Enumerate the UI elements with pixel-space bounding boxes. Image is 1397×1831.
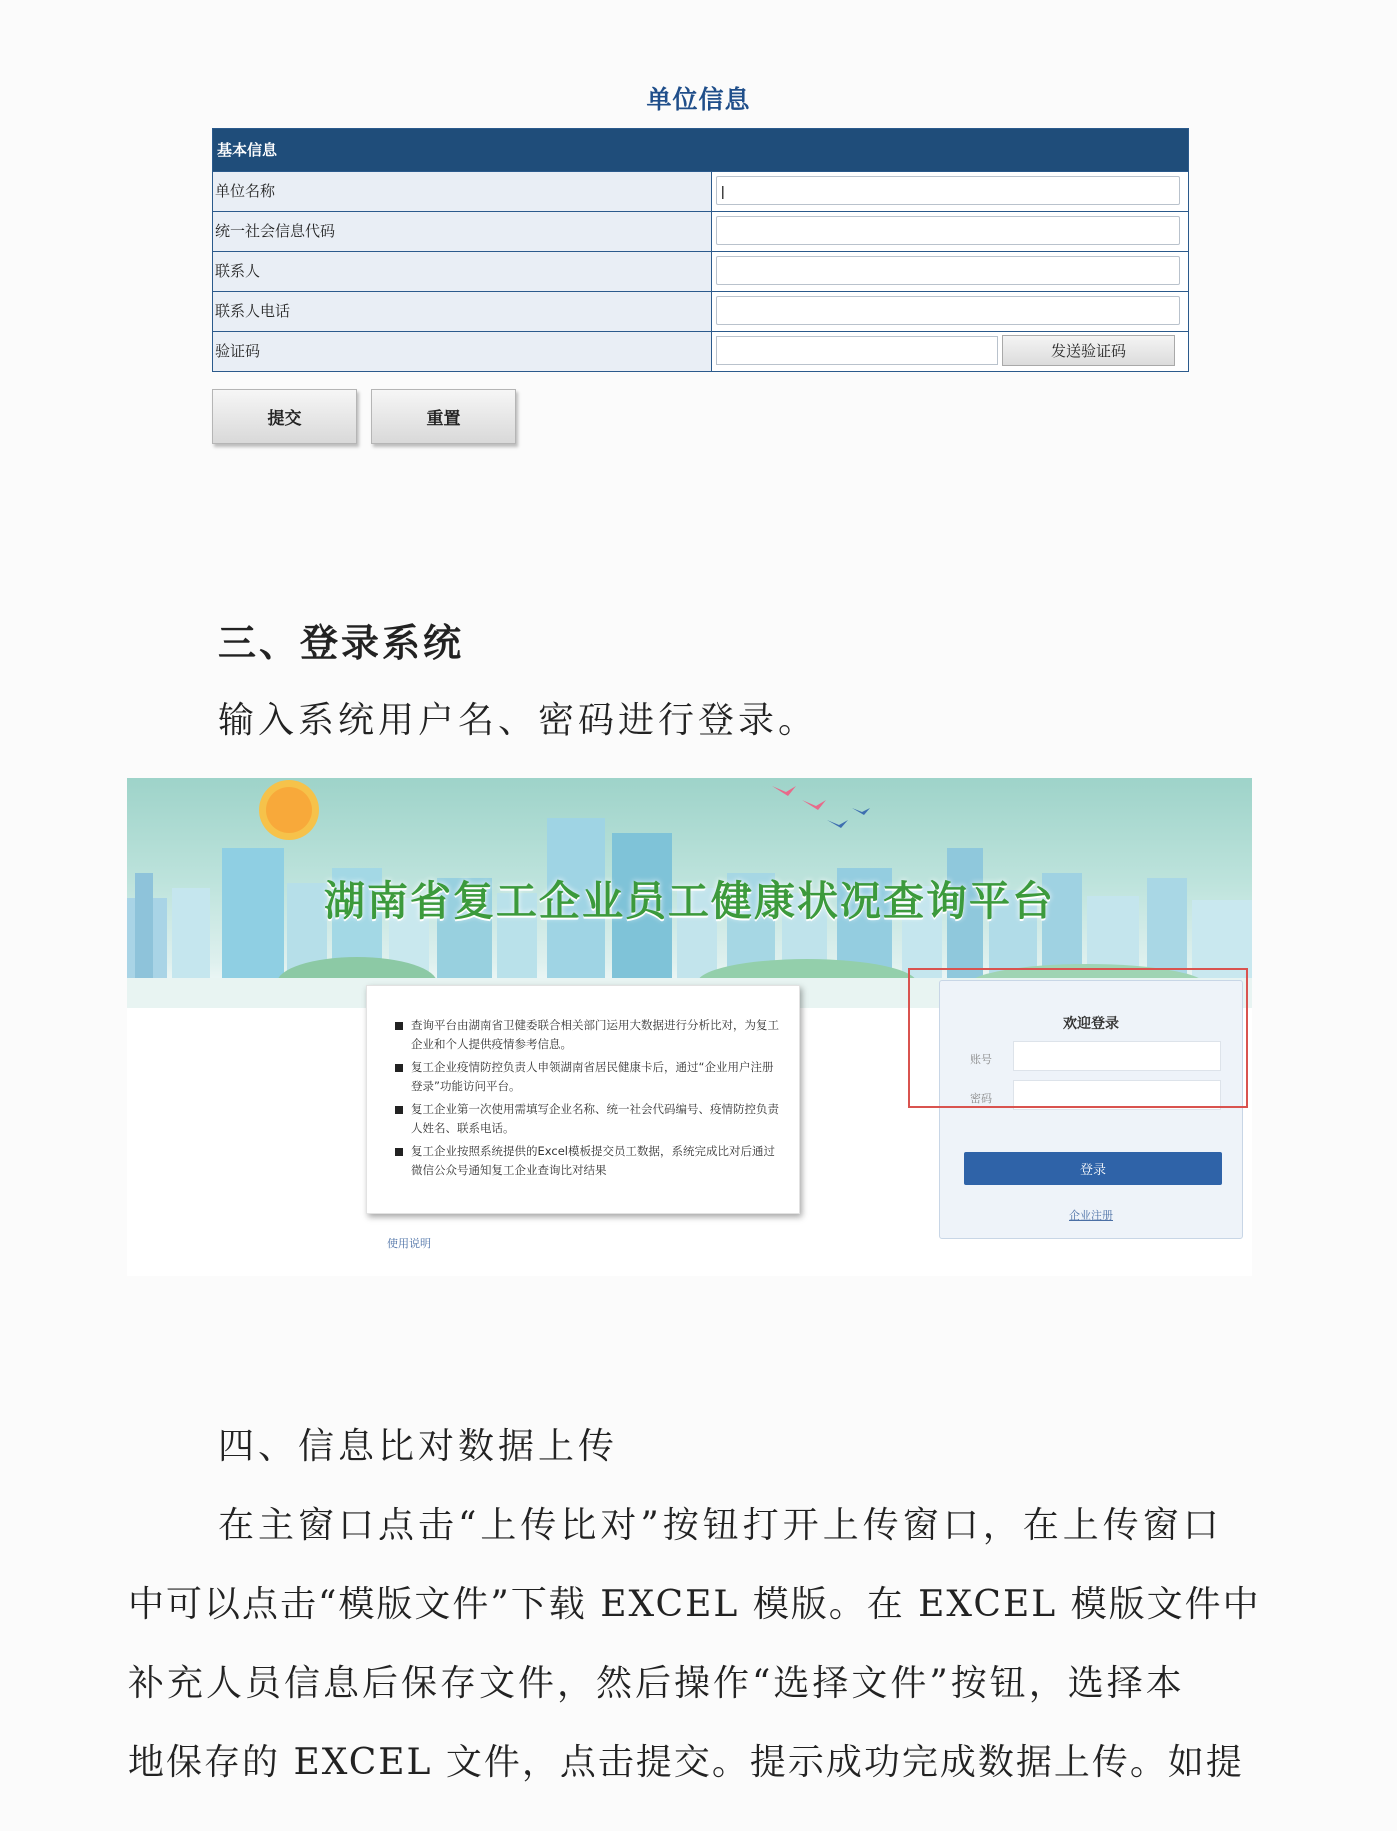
info-item: 复工企业第一次使用需填写企业名称、统一社会代码编号、疫情防控负责人姓名、联系电话。 <box>395 1100 779 1138</box>
submit-button[interactable]: 提交 <box>212 389 357 444</box>
section-heading-upload: 四、信息比对数据上传 <box>218 1426 619 1467</box>
unit-name-input[interactable] <box>716 176 1180 205</box>
contact-label: 联系人 <box>213 252 712 291</box>
verify-code-label: 验证码 <box>213 332 712 371</box>
login-button[interactable]: 登录 <box>964 1152 1222 1185</box>
info-item: 查询平台由湖南省卫健委联合相关部门运用大数据进行分析比对，为复工企业和个人提供疫情参考信息。 <box>395 1016 779 1054</box>
form-row-credit-code <box>213 211 1188 251</box>
paragraph-login: 输入系统用户名、密码进行登录。 <box>218 700 819 741</box>
contact-input[interactable] <box>716 256 1180 285</box>
welcome-heading: 欢迎登录 <box>1063 1016 1119 1032</box>
form-row-contact <box>213 251 1188 291</box>
register-link[interactable]: 企业注册 <box>1069 1209 1113 1222</box>
phone-input[interactable] <box>716 296 1180 325</box>
paragraph-line: 补充人员信息后保存文件，然后操作“选择文件”按钮，选择本 <box>128 1663 1185 1704</box>
paragraph-line: 在主窗口点击“上传比对”按钮打开上传窗口，在上传窗口 <box>218 1505 1223 1546</box>
platform-title: 湖南省复工企业员工健康状况查询平台 <box>324 877 1055 925</box>
unit-name-label: 单位名称 <box>213 172 712 211</box>
verify-code-input[interactable] <box>716 336 998 365</box>
usage-instructions-link[interactable]: 使用说明 <box>387 1237 431 1250</box>
section-header: 基本信息 <box>213 129 1188 171</box>
paragraph-line: 地保存的 EXCEL 文件，点击提交。提示成功完成数据上传。如提 <box>128 1742 1244 1783</box>
credit-code-input[interactable] <box>716 216 1180 245</box>
phone-label: 联系人电话 <box>213 292 712 331</box>
password-label: 密码 <box>970 1092 992 1105</box>
send-code-button[interactable]: 发送验证码 <box>1002 335 1175 366</box>
highlight-box <box>908 968 1248 1108</box>
reset-button[interactable]: 重置 <box>371 389 516 444</box>
form-row-phone <box>213 291 1188 331</box>
form-row-verify-code <box>213 331 1188 371</box>
account-label: 账号 <box>970 1053 992 1066</box>
login-page-screenshot <box>127 778 1252 1276</box>
form-row-unit-name <box>213 171 1188 211</box>
form-title: 单位信息 <box>646 85 751 114</box>
info-item: 复工企业按照系统提供的Excel模板提交员工数据，系统完成比对后通过微信公众号通知复工企业查询比对结果 <box>395 1142 779 1180</box>
info-item: 复工企业疫情防控负责人申领湖南省居民健康卡后，通过“企业用户注册登录”功能访问平台。 <box>395 1058 779 1096</box>
credit-code-label: 统一社会信息代码 <box>213 212 712 251</box>
section-heading-login: 三、登录系统 <box>218 621 465 665</box>
paragraph-line: 中可以点击“模版文件”下载 EXCEL 模版。在 EXCEL 模版文件中 <box>128 1584 1261 1625</box>
info-card <box>366 985 800 1214</box>
unit-info-form <box>212 128 1189 372</box>
